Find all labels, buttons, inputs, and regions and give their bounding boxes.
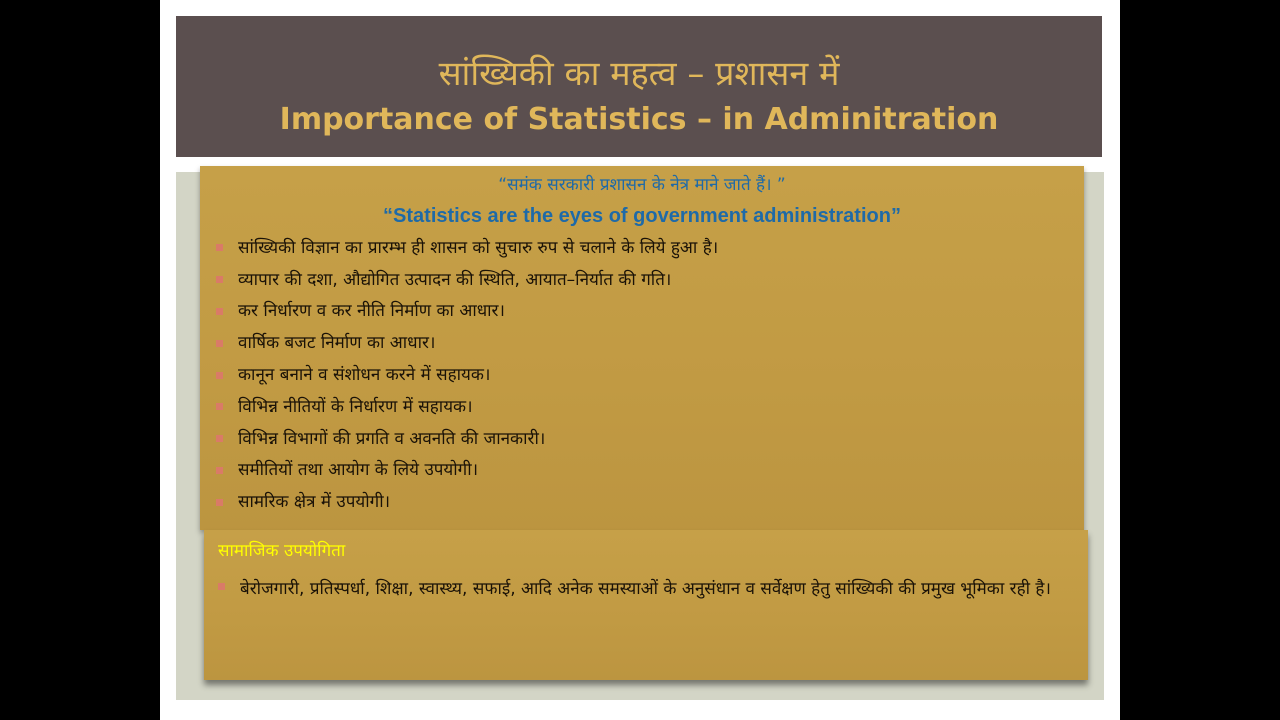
list-item bbox=[216, 296, 718, 328]
bullet-text: कानून बनाने व संशोधन करने में सहायक। bbox=[238, 365, 491, 386]
bullet-text: व्यापार की दशा, औद्योगित उत्पादन की स्थिति, आयात–निर्यात की गति। bbox=[238, 269, 672, 290]
quote-hindi: “समंक सरकारी प्रशासन के नेत्र माने जाते हैं। ” bbox=[498, 175, 786, 195]
list-item bbox=[216, 423, 718, 455]
square-bullet-icon bbox=[216, 244, 223, 251]
list-item bbox=[216, 264, 718, 296]
bullet-text: समीतियों तथा आयोग के लिये उपयोगी। bbox=[238, 460, 479, 481]
list-item bbox=[216, 359, 718, 391]
bullet-text: विभिन्न विभागों की प्रगति व अवनति की जानकारी। bbox=[238, 428, 546, 449]
bullet-text: कर निर्धारण व कर नीति निर्माण का आधार। bbox=[238, 301, 505, 322]
importance-panel bbox=[200, 166, 1084, 530]
bullet-text: बेरोजगारी, प्रतिस्पर्धा, शिक्षा, स्वास्थ्य, सफाई, आदि अनेक समस्याओं के अनुसंधान व सर्वेक्षण हेतु सांख्यिकी की प्रमुख भूमिका रही है। bbox=[240, 579, 1051, 599]
square-bullet-icon bbox=[216, 403, 223, 410]
title-bar bbox=[176, 16, 1102, 157]
title-hindi: सांख्यिकी का महत्व – प्रशासन में bbox=[438, 54, 840, 94]
square-bullet-icon bbox=[216, 499, 223, 506]
title-english: Importance of Statistics – in Adminitration bbox=[279, 102, 999, 137]
square-bullet-icon bbox=[216, 372, 223, 379]
bullet-list bbox=[216, 232, 718, 518]
square-bullet-icon bbox=[216, 435, 223, 442]
list-item bbox=[216, 327, 718, 359]
square-bullet-icon bbox=[216, 276, 223, 283]
list-item bbox=[216, 232, 718, 264]
social-bullet-list bbox=[218, 576, 1058, 602]
list-item bbox=[218, 576, 1058, 602]
bullet-text: वार्षिक बजट निर्माण का आधार। bbox=[238, 333, 436, 354]
quote-english: “Statistics are the eyes of government administration” bbox=[383, 205, 901, 227]
list-item bbox=[216, 486, 718, 518]
square-bullet-icon bbox=[218, 583, 225, 590]
slide bbox=[160, 0, 1120, 720]
bullet-text: सांख्यिकी विज्ञान का प्रारम्भ ही शासन को सुचारु रुप से चलाने के लिये हुआ है। bbox=[238, 237, 719, 258]
social-utility-panel bbox=[204, 530, 1088, 680]
bullet-text: सामरिक क्षेत्र में उपयोगी। bbox=[238, 492, 391, 513]
bullet-text: विभिन्न नीतियों के निर्धारण में सहायक। bbox=[238, 396, 473, 417]
section-heading: सामाजिक उपयोगिता bbox=[218, 541, 346, 561]
square-bullet-icon bbox=[216, 308, 223, 315]
square-bullet-icon bbox=[216, 467, 223, 474]
list-item bbox=[216, 391, 718, 423]
square-bullet-icon bbox=[216, 340, 223, 347]
list-item bbox=[216, 455, 718, 487]
